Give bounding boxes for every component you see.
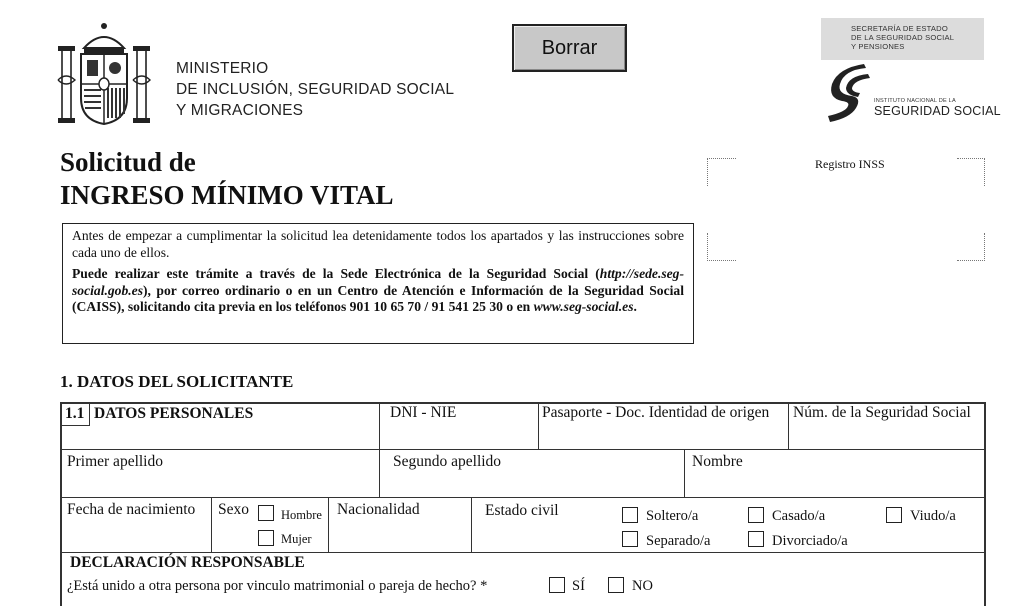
num-seguridad-social-field[interactable]: Núm. de la Seguridad Social bbox=[793, 404, 971, 421]
subsection-title: DATOS PERSONALES bbox=[94, 405, 254, 422]
notice-text-a: Puede realizar este trámite a través de la Sede Electrónica de la Seguridad Social ( bbox=[72, 266, 600, 281]
seg-social-url: www.seg-social.es bbox=[533, 299, 634, 314]
form-title-line-2: INGRESO MÍNIMO VITAL bbox=[60, 180, 394, 210]
estado-civil-label: Estado civil bbox=[485, 502, 559, 519]
no-checkbox[interactable] bbox=[608, 577, 624, 593]
si-checkbox[interactable] bbox=[549, 577, 565, 593]
borrar-button[interactable]: Borrar bbox=[512, 24, 627, 72]
soltero-checkbox[interactable] bbox=[622, 507, 638, 523]
fecha-nacimiento-field[interactable]: Fecha de nacimiento bbox=[67, 501, 196, 518]
primer-apellido-field[interactable]: Primer apellido bbox=[67, 453, 163, 470]
secretaria-line-3: Y PENSIONES bbox=[851, 41, 905, 51]
ministry-line-3: Y MIGRACIONES bbox=[176, 102, 304, 119]
separado-checkbox[interactable] bbox=[622, 531, 638, 547]
declaracion-title: DECLARACIÓN RESPONSABLE bbox=[70, 554, 305, 571]
casado-label: Casado/a bbox=[772, 508, 826, 524]
ministry-line-1: MINISTERIO bbox=[176, 60, 269, 77]
no-label: NO bbox=[632, 578, 653, 594]
segundo-apellido-field[interactable]: Segundo apellido bbox=[393, 453, 502, 470]
divorciado-label: Divorciado/a bbox=[772, 533, 848, 549]
notice-text-b: ), por correo ordinario o en un Centro de Atención e Información de la Seguridad Social (CAISS), solicitando cita previa en los teléfonos 901 10 65 70 / 91 541 25 30 o en bbox=[72, 282, 684, 314]
notice-text-c: . bbox=[633, 299, 637, 314]
hombre-label: Hombre bbox=[281, 508, 322, 522]
instructions-notice bbox=[62, 223, 694, 344]
notice-paragraph-2 bbox=[72, 266, 684, 316]
divorciado-checkbox[interactable] bbox=[748, 531, 764, 547]
viudo-checkbox[interactable] bbox=[886, 507, 902, 523]
soltero-label: Soltero/a bbox=[646, 508, 699, 524]
nacionalidad-field[interactable]: Nacionalidad bbox=[337, 501, 420, 518]
inss-name: SEGURIDAD SOCIAL bbox=[874, 104, 1001, 118]
mujer-label: Mujer bbox=[281, 532, 312, 546]
registro-label: Registro INSS bbox=[815, 157, 885, 171]
section-title: 1. DATOS DEL SOLICITANTE bbox=[60, 372, 294, 391]
secretaria-box bbox=[821, 18, 984, 60]
sede-url: http://sede.seg-social.gob.es bbox=[72, 266, 684, 298]
inss-small-text: INSTITUTO NACIONAL DE LA bbox=[874, 98, 956, 104]
inss-logo bbox=[826, 64, 872, 126]
casado-checkbox[interactable] bbox=[748, 507, 764, 523]
viudo-label: Viudo/a bbox=[910, 508, 956, 524]
ministry-name bbox=[176, 58, 454, 121]
dni-nie-field[interactable]: DNI - NIE bbox=[390, 404, 457, 421]
declaracion-question: ¿Está unido a otra persona por vinculo matrimonial o pareja de hecho? * bbox=[67, 578, 488, 594]
form-title-line-1: Solicitud de bbox=[60, 147, 196, 177]
ministry-line-2: DE INCLUSIÓN, SEGURIDAD SOCIAL bbox=[176, 81, 455, 98]
mujer-checkbox[interactable] bbox=[258, 530, 274, 546]
secretaria-line-2: DE LA SEGURIDAD SOCIAL bbox=[851, 32, 955, 42]
pasaporte-field[interactable]: Pasaporte - Doc. Identidad de origen bbox=[542, 404, 770, 421]
subsection-number: 1.1 bbox=[65, 405, 85, 422]
notice-paragraph-1: Antes de empezar a cumplimentar la solicitud lea detenidamente todos los apartados y las instrucciones sobre cada uno de ellos. bbox=[72, 228, 684, 260]
hombre-checkbox[interactable] bbox=[258, 505, 274, 521]
sexo-label: Sexo bbox=[218, 501, 249, 518]
secretaria-line-1: SECRETARÍA DE ESTADO bbox=[851, 24, 948, 33]
si-label: SÍ bbox=[572, 578, 585, 594]
coat-of-arms-logo bbox=[54, 20, 154, 128]
nombre-field[interactable]: Nombre bbox=[692, 453, 743, 470]
separado-label: Separado/a bbox=[646, 533, 711, 549]
